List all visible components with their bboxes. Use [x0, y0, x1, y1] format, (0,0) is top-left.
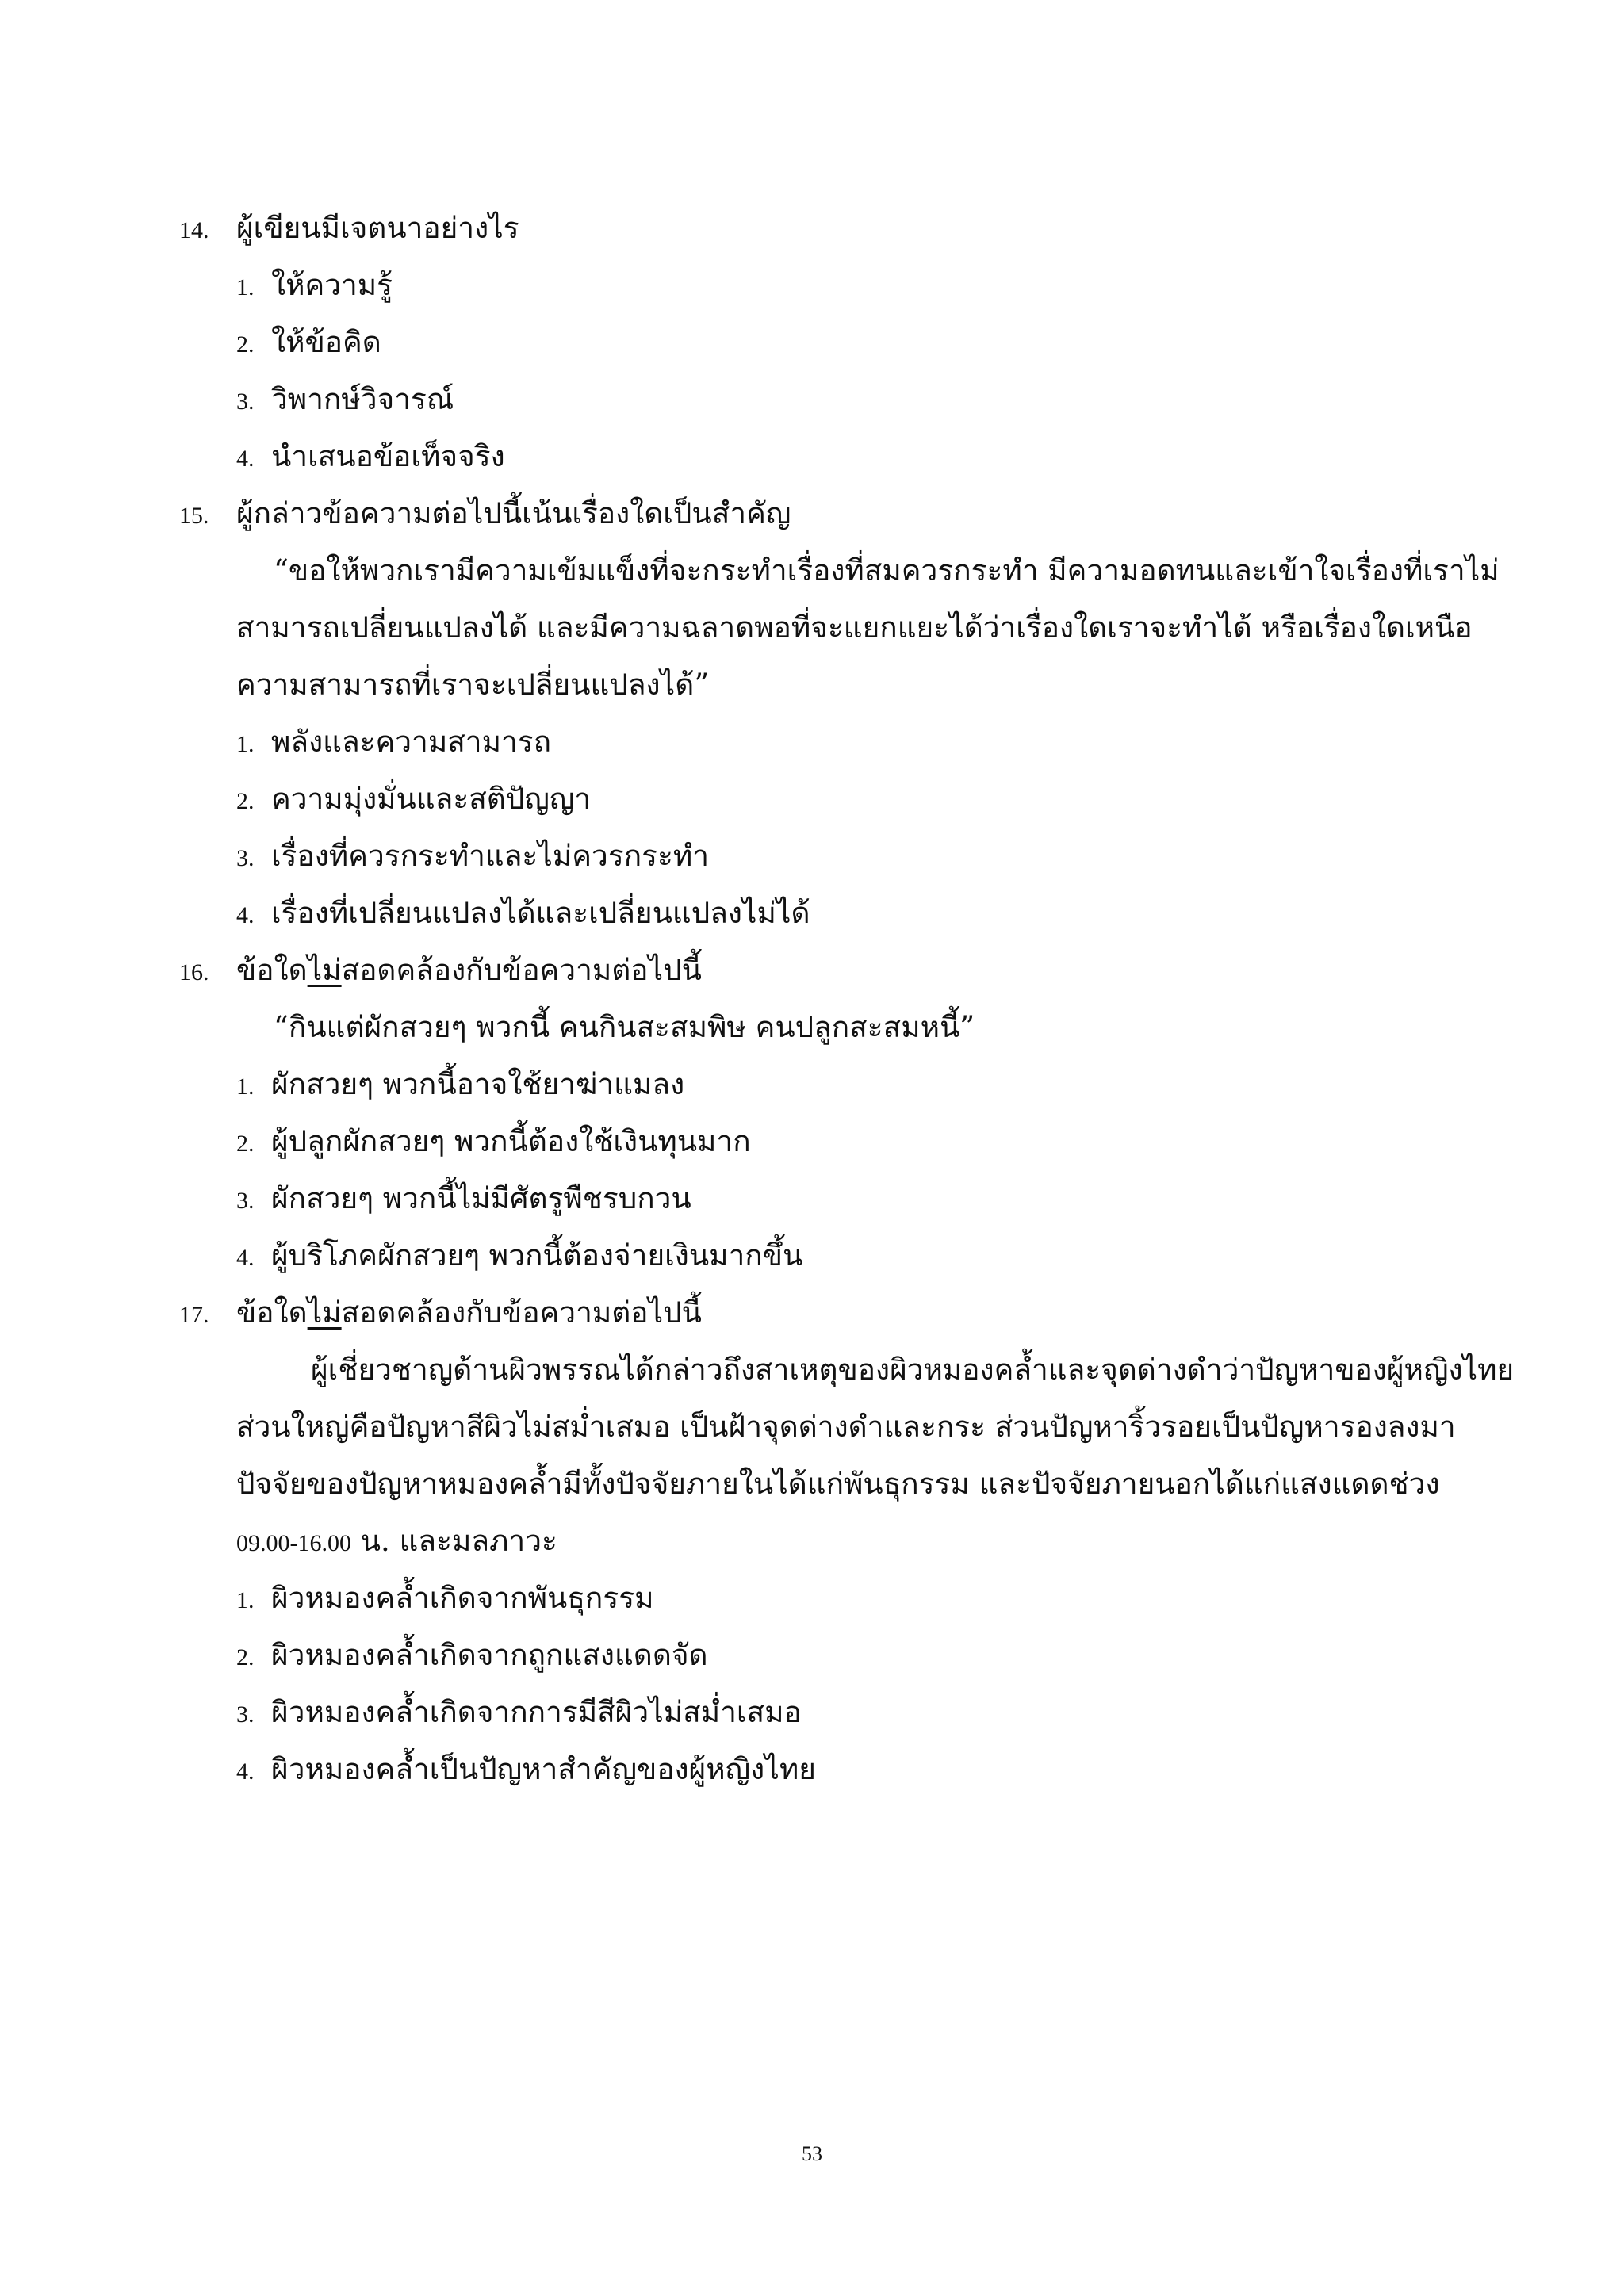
- option-item: [236, 1636, 708, 1677]
- passage-line: [236, 1522, 557, 1563]
- question-prompt-post: สอดคล้องกับข้อความต่อไปนี้: [341, 1295, 702, 1330]
- passage-tail: น. และมลภาวะ: [351, 1524, 557, 1558]
- option-number: 1.: [236, 731, 255, 757]
- option-item: [236, 1066, 684, 1106]
- option-number: 4.: [236, 1245, 255, 1271]
- option-text: ผู้ปลูกผักสวยๆ พวกนี้ต้องใช้เงินทุนมาก: [271, 1124, 751, 1158]
- question-15: [179, 495, 791, 535]
- option-item: [236, 323, 381, 364]
- question-number: 17.: [179, 1302, 209, 1328]
- option-number: 3.: [236, 388, 255, 415]
- option-number: 2.: [236, 1644, 255, 1670]
- option-number: 4.: [236, 446, 255, 472]
- question-prompt-post: สอดคล้องกับข้อความต่อไปนี้: [341, 953, 702, 987]
- option-item: [236, 894, 810, 935]
- option-text: ผิวหมองคล้ำเกิดจากพันธุกรรม: [271, 1581, 654, 1615]
- option-item: [236, 780, 591, 821]
- question-number: 16.: [179, 959, 209, 985]
- option-item: [236, 266, 393, 307]
- passage-line: ปัจจัยของปัญหาหมองคล้ำมีทั้งปัจจัยภายในได้แก่พันธุกรรม และปัจจัยภายนอกได้แก่แสงแดดช่วง: [236, 1467, 1440, 1501]
- option-number: 4.: [236, 1758, 255, 1785]
- question-16: [179, 951, 702, 992]
- option-item: [236, 1579, 653, 1620]
- option-number: 3.: [236, 1188, 255, 1214]
- option-text: ผิวหมองคล้ำเกิดจากการมีสีผิวไม่สม่ำเสมอ: [271, 1695, 802, 1729]
- question-14: [179, 209, 519, 250]
- passage-line: ความสามารถที่เราจะเปลี่ยนแปลงได้”: [236, 668, 710, 702]
- option-text: นำเสนอข้อเท็จจริง: [271, 439, 505, 473]
- question-number: 14.: [179, 217, 209, 243]
- question-prompt: ผู้กล่าวข้อความต่อไปนี้เน้นเรื่องใดเป็นสำคัญ: [236, 496, 791, 530]
- passage-line: ส่วนใหญ่คือปัญหาสีผิวไม่สม่ำเสมอ เป็นฝ้าจุดด่างดำและกระ ส่วนปัญหาริ้วรอยเป็นปัญหารองลงมา: [236, 1410, 1456, 1444]
- option-item: [236, 1123, 751, 1163]
- question-prompt-underlined: ไม่: [307, 1295, 342, 1330]
- option-text: เรื่องที่ควรกระทำและไม่ควรกระทำ: [271, 839, 710, 873]
- question-prompt-underlined: ไม่: [307, 953, 342, 987]
- option-text: เรื่องที่เปลี่ยนแปลงได้และเปลี่ยนแปลงไม่ได้: [271, 896, 810, 930]
- option-number: 2.: [236, 331, 255, 358]
- question-17: [179, 1294, 702, 1334]
- option-item: [236, 381, 454, 421]
- option-item: [236, 1693, 802, 1734]
- option-number: 3.: [236, 1701, 255, 1728]
- option-item: [236, 723, 551, 763]
- option-text: พลังและความสามารถ: [271, 725, 552, 759]
- page-number: 53: [802, 2142, 822, 2165]
- option-text: ให้ข้อคิด: [271, 325, 381, 359]
- option-text: ผักสวยๆ พวกนี้ไม่มีศัตรูพืชรบกวน: [271, 1181, 691, 1215]
- option-item: [236, 1237, 802, 1277]
- option-number: 2.: [236, 1131, 255, 1157]
- option-text: ผิวหมองคล้ำเป็นปัญหาสำคัญของผู้หญิงไทย: [271, 1752, 816, 1786]
- option-number: 1.: [236, 1587, 255, 1613]
- option-item: [236, 837, 709, 878]
- question-number: 15.: [179, 503, 209, 529]
- option-item: [236, 1751, 816, 1791]
- option-text: ให้ความรู้: [271, 268, 393, 302]
- option-text: ผักสวยๆ พวกนี้อาจใช้ยาฆ่าแมลง: [271, 1067, 685, 1101]
- option-text: ผู้บริโภคผักสวยๆ พวกนี้ต้องจ่ายเงินมากขึ้น: [271, 1238, 803, 1272]
- question-prompt-pre: ข้อใด: [236, 1295, 308, 1330]
- question-prompt-pre: ข้อใด: [236, 953, 308, 987]
- passage-line: “ขอให้พวกเรามีความเข้มแข็งที่จะกระทำเรื่องที่สมควรกระทำ มีความอดทนและเข้าใจเรื่องที่เราไม่: [274, 553, 1500, 587]
- option-item: [236, 1180, 691, 1220]
- option-number: 2.: [236, 788, 255, 814]
- passage-line: “กินแต่ผักสวยๆ พวกนี้ คนกินสะสมพิษ คนปลูกสะสมหนี้”: [274, 1010, 975, 1044]
- option-text: ความมุ่งมั่นและสติปัญญา: [271, 782, 592, 816]
- option-number: 3.: [236, 845, 255, 871]
- passage-time: 09.00-16.00: [236, 1530, 351, 1556]
- option-text: วิพากษ์วิจารณ์: [271, 382, 454, 416]
- passage-line: ผู้เชี่ยวชาญด้านผิวพรรณได้กล่าวถึงสาเหตุของผิวหมองคล้ำและจุดด่างดำว่าปัญหาของผู้หญิงไทย: [311, 1353, 1515, 1387]
- question-prompt: ผู้เขียนมีเจตนาอย่างไร: [236, 211, 519, 245]
- option-text: ผิวหมองคล้ำเกิดจากถูกแสงแดดจัด: [271, 1638, 708, 1672]
- option-item: [236, 438, 505, 478]
- option-number: 4.: [236, 902, 255, 928]
- passage-line: สามารถเปลี่ยนแปลงได้ และมีความฉลาดพอที่จะแยกแยะได้ว่าเรื่องใดเราจะทำได้ หรือเรื่องใดเหนือ: [236, 610, 1473, 645]
- option-number: 1.: [236, 1073, 255, 1100]
- option-number: 1.: [236, 274, 255, 300]
